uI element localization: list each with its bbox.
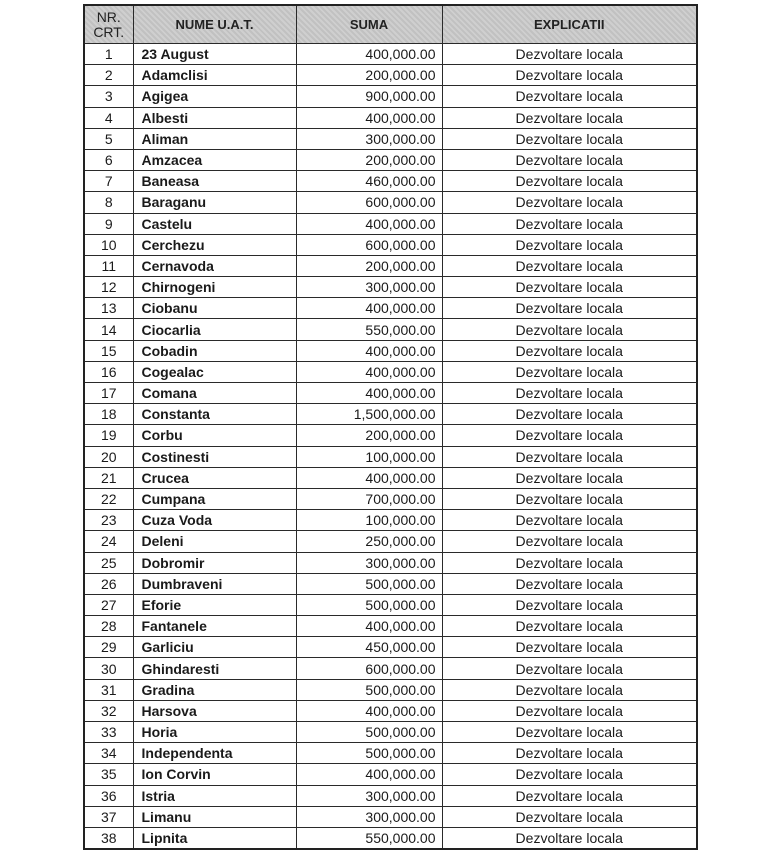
table-row	[84, 446, 697, 467]
table-row	[84, 764, 697, 785]
table-row	[84, 425, 697, 446]
row-number: 33	[84, 722, 133, 743]
row-amount: 500,000.00	[296, 573, 442, 594]
table-row	[84, 743, 697, 764]
table-row	[84, 404, 697, 425]
row-number: 34	[84, 743, 133, 764]
row-uat-name: Aliman	[133, 128, 296, 149]
row-amount: 500,000.00	[296, 743, 442, 764]
row-explanation: Dezvoltare locala	[442, 594, 697, 615]
row-explanation: Dezvoltare locala	[442, 298, 697, 319]
row-amount: 450,000.00	[296, 637, 442, 658]
row-amount: 1,500,000.00	[296, 404, 442, 425]
row-uat-name: Crucea	[133, 467, 296, 488]
row-uat-name: Deleni	[133, 531, 296, 552]
row-uat-name: Fantanele	[133, 616, 296, 637]
row-explanation: Dezvoltare locala	[442, 616, 697, 637]
row-uat-name: Chirnogeni	[133, 277, 296, 298]
row-number: 31	[84, 679, 133, 700]
row-number: 35	[84, 764, 133, 785]
row-explanation: Dezvoltare locala	[442, 213, 697, 234]
row-uat-name: Dobromir	[133, 552, 296, 573]
row-explanation: Dezvoltare locala	[442, 679, 697, 700]
row-number: 19	[84, 425, 133, 446]
table-row	[84, 488, 697, 509]
table-row	[84, 658, 697, 679]
row-uat-name: Agigea	[133, 86, 296, 107]
table-row	[84, 616, 697, 637]
row-amount: 460,000.00	[296, 171, 442, 192]
row-number: 29	[84, 637, 133, 658]
table-row	[84, 722, 697, 743]
row-number: 24	[84, 531, 133, 552]
row-explanation: Dezvoltare locala	[442, 128, 697, 149]
row-explanation: Dezvoltare locala	[442, 65, 697, 86]
row-explanation: Dezvoltare locala	[442, 107, 697, 128]
table-row	[84, 594, 697, 615]
table-row	[84, 255, 697, 276]
row-number: 22	[84, 488, 133, 509]
table-row	[84, 298, 697, 319]
table-row	[84, 340, 697, 361]
header-nr-line2: CRT.	[93, 23, 125, 40]
row-explanation: Dezvoltare locala	[442, 743, 697, 764]
row-amount: 400,000.00	[296, 44, 442, 65]
table-row	[84, 510, 697, 531]
row-number: 9	[84, 213, 133, 234]
table-row	[84, 531, 697, 552]
row-number: 32	[84, 700, 133, 721]
row-amount: 400,000.00	[296, 616, 442, 637]
row-number: 7	[84, 171, 133, 192]
row-uat-name: Albesti	[133, 107, 296, 128]
row-number: 16	[84, 361, 133, 382]
row-explanation: Dezvoltare locala	[442, 404, 697, 425]
row-amount: 550,000.00	[296, 827, 442, 849]
row-number: 27	[84, 594, 133, 615]
row-uat-name: 23 August	[133, 44, 296, 65]
table-row	[84, 192, 697, 213]
row-amount: 400,000.00	[296, 340, 442, 361]
row-explanation: Dezvoltare locala	[442, 827, 697, 849]
row-amount: 550,000.00	[296, 319, 442, 340]
row-number: 18	[84, 404, 133, 425]
row-uat-name: Baneasa	[133, 171, 296, 192]
row-amount: 700,000.00	[296, 488, 442, 509]
row-explanation: Dezvoltare locala	[442, 573, 697, 594]
row-amount: 600,000.00	[296, 658, 442, 679]
row-amount: 500,000.00	[296, 722, 442, 743]
row-explanation: Dezvoltare locala	[442, 722, 697, 743]
row-number: 25	[84, 552, 133, 573]
row-amount: 900,000.00	[296, 86, 442, 107]
row-number: 21	[84, 467, 133, 488]
row-uat-name: Independenta	[133, 743, 296, 764]
row-number: 6	[84, 149, 133, 170]
row-amount: 400,000.00	[296, 383, 442, 404]
row-uat-name: Ghindaresti	[133, 658, 296, 679]
row-explanation: Dezvoltare locala	[442, 234, 697, 255]
table-row	[84, 552, 697, 573]
row-explanation: Dezvoltare locala	[442, 510, 697, 531]
header-explanation: EXPLICATII	[442, 5, 697, 44]
row-number: 2	[84, 65, 133, 86]
table-body	[84, 44, 697, 850]
row-uat-name: Corbu	[133, 425, 296, 446]
row-uat-name: Harsova	[133, 700, 296, 721]
table-row	[84, 383, 697, 404]
row-number: 12	[84, 277, 133, 298]
row-amount: 200,000.00	[296, 255, 442, 276]
row-amount: 400,000.00	[296, 764, 442, 785]
row-number: 28	[84, 616, 133, 637]
table-row	[84, 467, 697, 488]
row-uat-name: Costinesti	[133, 446, 296, 467]
row-number: 30	[84, 658, 133, 679]
row-explanation: Dezvoltare locala	[442, 149, 697, 170]
header-nr-crt	[84, 5, 133, 44]
row-number: 11	[84, 255, 133, 276]
row-explanation: Dezvoltare locala	[442, 319, 697, 340]
row-amount: 500,000.00	[296, 679, 442, 700]
row-explanation: Dezvoltare locala	[442, 488, 697, 509]
row-explanation: Dezvoltare locala	[442, 383, 697, 404]
row-number: 8	[84, 192, 133, 213]
row-number: 1	[84, 44, 133, 65]
row-number: 13	[84, 298, 133, 319]
row-amount: 300,000.00	[296, 806, 442, 827]
row-explanation: Dezvoltare locala	[442, 192, 697, 213]
row-uat-name: Limanu	[133, 806, 296, 827]
row-explanation: Dezvoltare locala	[442, 44, 697, 65]
table-row	[84, 234, 697, 255]
row-amount: 400,000.00	[296, 700, 442, 721]
table-row	[84, 679, 697, 700]
row-explanation: Dezvoltare locala	[442, 446, 697, 467]
header-nr-line1: NR.	[96, 8, 121, 25]
row-explanation: Dezvoltare locala	[442, 785, 697, 806]
row-amount: 100,000.00	[296, 510, 442, 531]
row-number: 26	[84, 573, 133, 594]
row-amount: 400,000.00	[296, 298, 442, 319]
row-number: 4	[84, 107, 133, 128]
row-explanation: Dezvoltare locala	[442, 637, 697, 658]
row-amount: 500,000.00	[296, 594, 442, 615]
table-row	[84, 86, 697, 107]
table-row	[84, 149, 697, 170]
row-amount: 300,000.00	[296, 785, 442, 806]
row-amount: 400,000.00	[296, 361, 442, 382]
row-amount: 200,000.00	[296, 65, 442, 86]
row-explanation: Dezvoltare locala	[442, 361, 697, 382]
row-amount: 300,000.00	[296, 128, 442, 149]
row-number: 37	[84, 806, 133, 827]
row-number: 38	[84, 827, 133, 849]
table-row	[84, 107, 697, 128]
row-amount: 100,000.00	[296, 446, 442, 467]
row-explanation: Dezvoltare locala	[442, 467, 697, 488]
row-explanation: Dezvoltare locala	[442, 552, 697, 573]
row-amount: 200,000.00	[296, 149, 442, 170]
row-number: 17	[84, 383, 133, 404]
row-number: 10	[84, 234, 133, 255]
row-uat-name: Dumbraveni	[133, 573, 296, 594]
table-row	[84, 573, 697, 594]
row-number: 3	[84, 86, 133, 107]
row-uat-name: Constanta	[133, 404, 296, 425]
row-uat-name: Ciobanu	[133, 298, 296, 319]
header-sum: SUMA	[296, 5, 442, 44]
table-row	[84, 171, 697, 192]
row-amount: 200,000.00	[296, 425, 442, 446]
table-row	[84, 700, 697, 721]
row-uat-name: Cerchezu	[133, 234, 296, 255]
header-name: NUME U.A.T.	[133, 5, 296, 44]
row-uat-name: Garliciu	[133, 637, 296, 658]
row-explanation: Dezvoltare locala	[442, 171, 697, 192]
row-uat-name: Ion Corvin	[133, 764, 296, 785]
row-uat-name: Gradina	[133, 679, 296, 700]
row-amount: 400,000.00	[296, 467, 442, 488]
row-explanation: Dezvoltare locala	[442, 531, 697, 552]
table-row	[84, 128, 697, 149]
row-explanation: Dezvoltare locala	[442, 806, 697, 827]
table-row	[84, 806, 697, 827]
row-amount: 300,000.00	[296, 277, 442, 298]
row-explanation: Dezvoltare locala	[442, 658, 697, 679]
table-row	[84, 637, 697, 658]
row-amount: 300,000.00	[296, 552, 442, 573]
row-uat-name: Comana	[133, 383, 296, 404]
table-row	[84, 44, 697, 65]
row-uat-name: Cumpana	[133, 488, 296, 509]
row-amount: 400,000.00	[296, 213, 442, 234]
table-row	[84, 361, 697, 382]
row-number: 36	[84, 785, 133, 806]
row-explanation: Dezvoltare locala	[442, 277, 697, 298]
row-number: 15	[84, 340, 133, 361]
allocation-table	[83, 4, 698, 850]
row-number: 14	[84, 319, 133, 340]
row-uat-name: Amzacea	[133, 149, 296, 170]
row-explanation: Dezvoltare locala	[442, 700, 697, 721]
table-row	[84, 319, 697, 340]
row-number: 5	[84, 128, 133, 149]
row-amount: 600,000.00	[296, 234, 442, 255]
row-amount: 250,000.00	[296, 531, 442, 552]
row-explanation: Dezvoltare locala	[442, 764, 697, 785]
table-row	[84, 65, 697, 86]
row-uat-name: Istria	[133, 785, 296, 806]
table-header-row	[84, 5, 697, 44]
table-row	[84, 213, 697, 234]
row-uat-name: Horia	[133, 722, 296, 743]
row-uat-name: Eforie	[133, 594, 296, 615]
table-row	[84, 827, 697, 849]
row-number: 20	[84, 446, 133, 467]
row-uat-name: Castelu	[133, 213, 296, 234]
row-explanation: Dezvoltare locala	[442, 86, 697, 107]
table-row	[84, 277, 697, 298]
row-explanation: Dezvoltare locala	[442, 425, 697, 446]
row-uat-name: Cernavoda	[133, 255, 296, 276]
row-explanation: Dezvoltare locala	[442, 255, 697, 276]
row-uat-name: Cogealac	[133, 361, 296, 382]
row-uat-name: Lipnita	[133, 827, 296, 849]
row-uat-name: Baraganu	[133, 192, 296, 213]
row-uat-name: Ciocarlia	[133, 319, 296, 340]
row-uat-name: Cobadin	[133, 340, 296, 361]
table-row	[84, 785, 697, 806]
row-explanation: Dezvoltare locala	[442, 340, 697, 361]
row-amount: 400,000.00	[296, 107, 442, 128]
row-uat-name: Cuza Voda	[133, 510, 296, 531]
row-uat-name: Adamclisi	[133, 65, 296, 86]
row-number: 23	[84, 510, 133, 531]
row-amount: 600,000.00	[296, 192, 442, 213]
